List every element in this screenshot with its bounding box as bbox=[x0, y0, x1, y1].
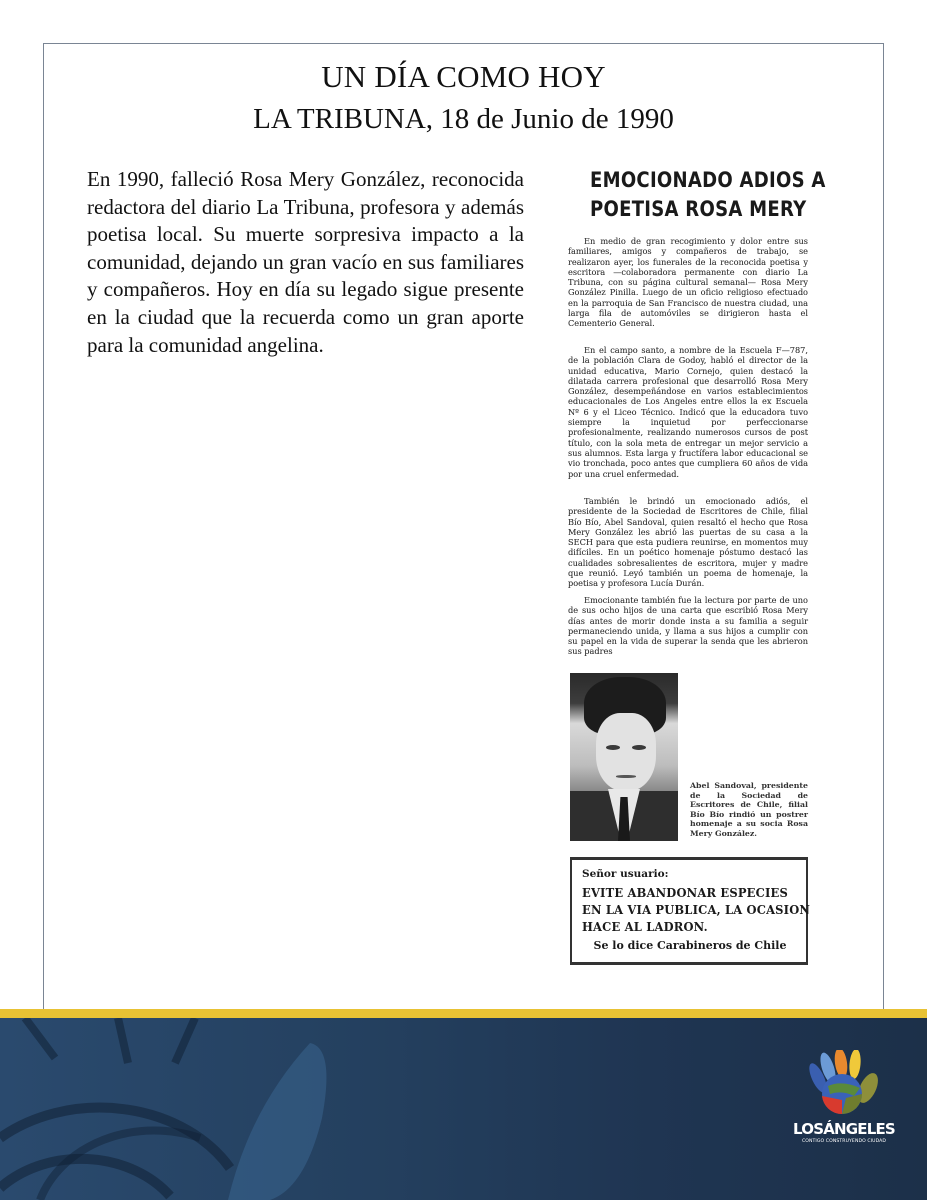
photo-caption: Abel Sandoval, presidente de la Sociedad de Escritores de Chile, filial Bío Bío rindió un postrer homenaje a su socia Rosa Mery González. bbox=[690, 781, 808, 838]
clipping-headline-line1: EMOCIONADO ADIOS A bbox=[590, 168, 826, 192]
notice-signature: Se lo dice Carabineros de Chile bbox=[593, 939, 787, 952]
clipping-paragraph: También le brindó un emocionado adiós, el presidente de la Sociedad de Escritores de Chile, filial Bío Bío, Abel Sandoval, quien resaltó el hecho que Rosa Mery González les abrió las puertas de su casa a la SECH para que esta pudiera reunirse, en momentos muy difíciles. En un poético homenaje póstumo destacó las cualidades sobresalientes de escritora, mujer y madre que reunió. Leyó también un poema de homenaje, la poetisa y profesora Lucía Durán. bbox=[568, 496, 808, 589]
clipping-paragraph: En el campo santo, a nombre de la Escuela F—787, de la población Clara de Godoy, habló el director de la unidad educativa, Mario Cornejo, quien destacó la dilatada carrera profesional que desarrolló Rosa Mery González, desempeñándose en varios establecimientos educacionales de Los Angeles entre ellos la ex Escuela Nº 6 y el Liceo Técnico. Indicó que la educadora tuvo siempre la inquietud por perfeccionarse profesionalmente, realizando numerosos cursos de post título, con la sola meta de entregar un mejor servicio a sus alumnos. Esta larga y fructífera labor educacional se vio tronchada, poco antes que cumpliera 60 años de vida por una cruel enfermedad. bbox=[568, 345, 808, 479]
carabineros-notice bbox=[570, 857, 811, 965]
clipping-paragraph: Emocionante también fue la lectura por parte de uno de sus ocho hijos de una carta que escribió Rosa Mery días antes de morir donde insta a su familia a seguir permaneciendo unida, y llama a sus hijos a cumplir con su papel en la vida de superar la senda que les abrieron sus padres bbox=[568, 595, 808, 657]
notice-line: HACE AL LADRON. bbox=[582, 919, 708, 934]
footer-decor-spoke bbox=[175, 1018, 195, 1063]
portrait-photo bbox=[570, 673, 678, 841]
page-subtitle: LA TRIBUNA, 18 de Junio de 1990 bbox=[253, 103, 674, 135]
hand-logo-icon bbox=[806, 1050, 882, 1120]
photo-eye bbox=[606, 745, 620, 750]
notice-line: EVITE ABANDONAR ESPECIES bbox=[582, 885, 788, 900]
logo-tagline: CONTIGO CONSTRUYENDO CIUDAD bbox=[801, 1139, 887, 1144]
photo-mouth bbox=[616, 775, 636, 778]
page-title: UN DÍA COMO HOY bbox=[321, 59, 606, 94]
clipping-headline bbox=[590, 166, 826, 224]
clipping-headline-line2: POETISA ROSA MERY bbox=[590, 197, 807, 221]
photo-face bbox=[596, 713, 656, 791]
clipping-paragraph: En medio de gran recogimiento y dolor entre sus familiares, amigos y compañeros de trabajo, se realizaron ayer, los funerales de la reconocida poetisa y escritora —colaboradora permanente con diario La Tribuna, con su página cultural semanal— Rosa Mery González Pinilla. Luego de un oficio religioso efectuado en la parroquia de San Francisco de nuestra ciudad, una larga fila de automóviles se dirigieron hasta el Cementerio General. bbox=[568, 236, 808, 329]
footer-decor-arc bbox=[0, 1159, 170, 1196]
notice-title: Señor usuario: bbox=[582, 868, 669, 880]
footer-decor-leaf bbox=[228, 1043, 326, 1200]
logo-wordmark: LOSÁNGELES bbox=[793, 1120, 895, 1138]
intro-paragraph: En 1990, falleció Rosa Mery González, reconocida redactora del diario La Tribuna, profesora y además poetisa local. Su muerte sorpresiva impacto a la comunidad, dejando un gran vacío en sus familiares y compañeros. Hoy en día su legado sigue presente en la ciudad que la recuerda como un gran aporte para la comunidad angelina. bbox=[87, 167, 524, 357]
footer-decor-spoke bbox=[118, 1018, 128, 1063]
los-angeles-logo bbox=[788, 1050, 900, 1150]
photo-eye bbox=[632, 745, 646, 750]
footer-decor-spoke bbox=[25, 1018, 55, 1058]
footer-gold-band bbox=[0, 1009, 927, 1018]
newspaper-clipping bbox=[568, 160, 826, 980]
notice-line: EN LA VIA PUBLICA, LA OCASION bbox=[582, 902, 811, 917]
